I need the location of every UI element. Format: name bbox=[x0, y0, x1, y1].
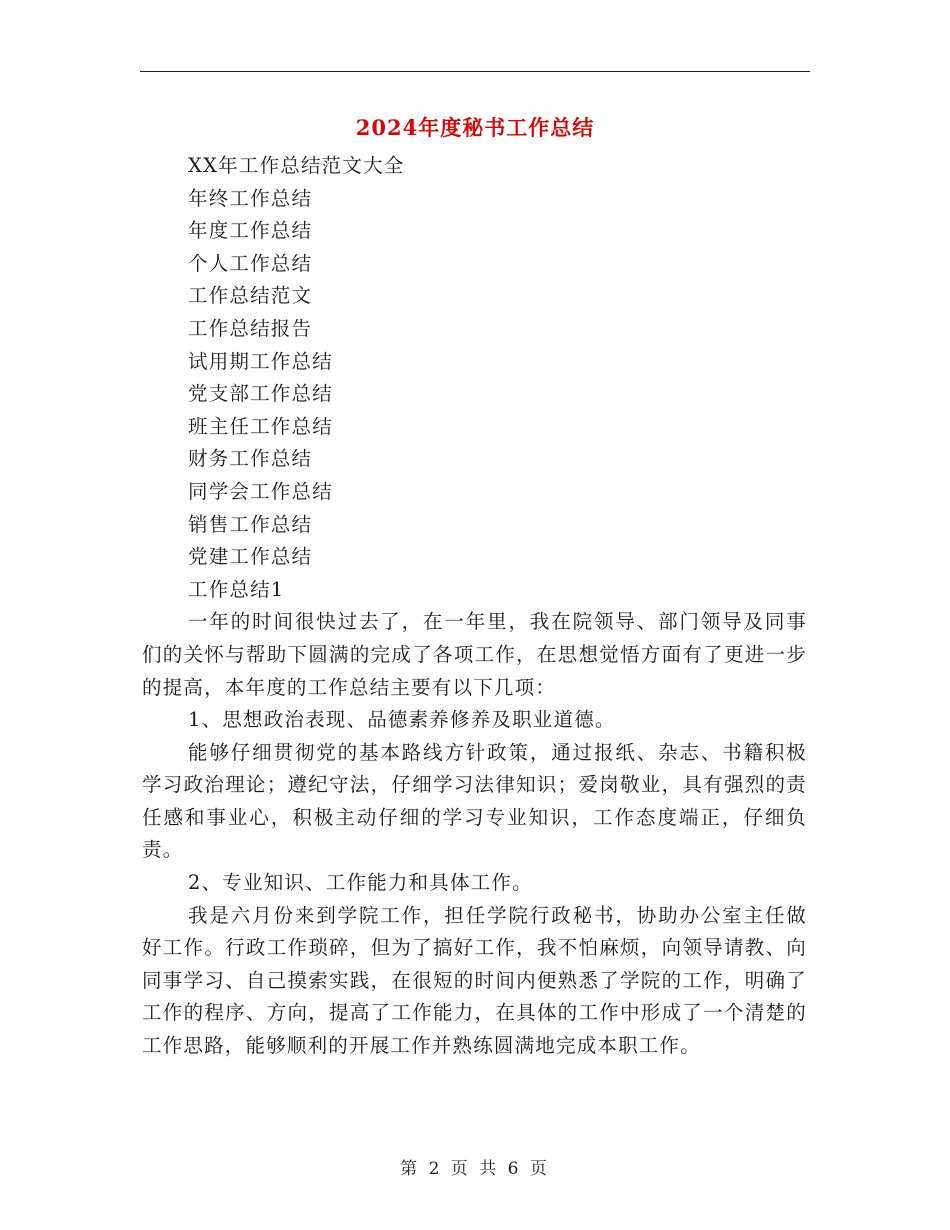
list-item: 工作总结报告 bbox=[188, 316, 313, 340]
list-item: 试用期工作总结 bbox=[188, 349, 333, 373]
page-number-footer: 第 2 页 共 6 页 bbox=[400, 1159, 550, 1179]
list-item: 年终工作总结 bbox=[188, 186, 313, 210]
list-item: 财务工作总结 bbox=[188, 447, 313, 471]
list-item: 年度工作总结 bbox=[188, 219, 313, 243]
list-item: 党建工作总结 bbox=[188, 545, 313, 569]
paragraph-politics: 能够仔细贯彻党的基本路线方针政策，通过报纸、杂志、书籍积极学习政治理论；遵纪守法，仔细学习法律知识；爱岗敬业，具有强烈的责任感和事业心，积极主动仔细的学习专业知识，工作态度端正，仔细负责。 bbox=[142, 740, 807, 862]
document-body bbox=[142, 150, 807, 1063]
list-item: 同学会工作总结 bbox=[188, 479, 333, 503]
list-item: 个人工作总结 bbox=[188, 251, 313, 275]
list-item: 工作总结范文 bbox=[188, 284, 313, 308]
list-item: XX年工作总结范文大全 bbox=[188, 154, 405, 177]
subheading-1: 1、思想政治表现、品德素养修养及职业道德。 bbox=[188, 708, 616, 732]
subheading-2: 2、专业知识、工作能力和具体工作。 bbox=[188, 871, 533, 895]
list-item: 班主任工作总结 bbox=[188, 414, 333, 438]
header-rule bbox=[140, 71, 810, 72]
list-item: 党支部工作总结 bbox=[188, 382, 333, 406]
section-heading: 工作总结1 bbox=[188, 577, 285, 601]
paragraph-intro: 一年的时间很快过去了，在一年里，我在院领导、部门领导及同事们的关怀与帮助下圆满的完成了各项工作，在思想觉悟方面有了更进一步的提高，本年度的工作总结主要有以下几项： bbox=[142, 610, 807, 699]
document-title: 2024年度秘书工作总结 bbox=[355, 115, 595, 140]
paragraph-work: 我是六月份来到学院工作，担任学院行政秘书，协助办公室主任做好工作。行政工作琐碎，但为了搞好工作，我不怕麻烦，向领导请教、向同事学习、自己摸索实践，在很短的时间内便熟悉了学院的工作，明确了工作的程序、方向，提高了工作能力，在具体的工作中形成了一个清楚的工作思路，能够顺利的开展工作并熟练圆满地完成本职工作。 bbox=[142, 903, 807, 1058]
list-item: 销售工作总结 bbox=[188, 512, 313, 536]
